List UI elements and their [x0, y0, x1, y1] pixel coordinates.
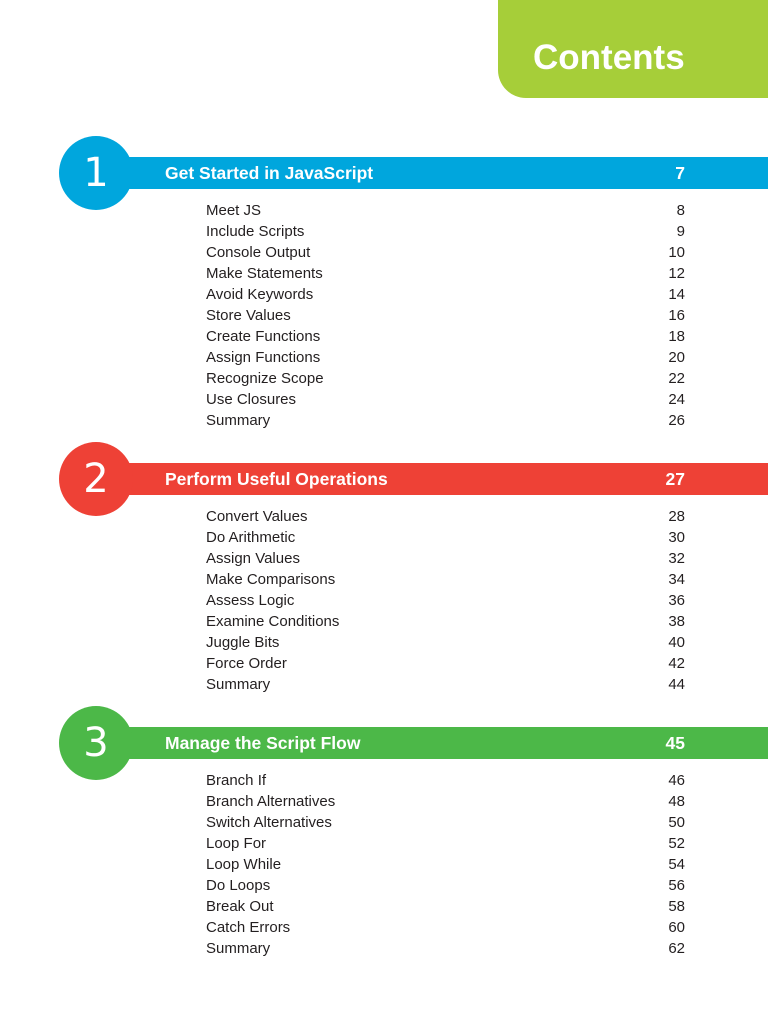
toc-entry [206, 506, 685, 527]
chapter-header [0, 442, 768, 506]
toc-entry-title: Loop While [206, 856, 282, 873]
toc-entry-title: Examine Conditions [206, 613, 340, 630]
toc-entry-page: 46 [668, 772, 685, 789]
chapter-banner [96, 157, 768, 189]
chapter-section [0, 442, 768, 695]
toc-entry-title: Make Statements [206, 265, 323, 282]
toc-entry-title: Assign Functions [206, 349, 321, 366]
page-title: Contents [533, 38, 685, 77]
toc-entry [206, 305, 685, 326]
toc-entry-title: Switch Alternatives [206, 814, 332, 831]
toc-entry-page: 32 [668, 550, 685, 567]
toc-entry-title: Force Order [206, 655, 287, 672]
toc-entry [206, 242, 685, 263]
toc-entry-title: Assign Values [206, 550, 300, 567]
toc-entry [206, 770, 685, 791]
chapter-page-number: 7 [675, 163, 685, 183]
toc-entry-title: Break Out [206, 898, 274, 915]
chapter-number-badge: 2 [59, 442, 133, 516]
chapter-banner [96, 463, 768, 495]
contents-tab [498, 0, 768, 98]
chapter-entry-list [0, 506, 685, 695]
chapter-page-number: 27 [665, 469, 685, 489]
toc-entry-page: 30 [668, 529, 685, 546]
toc-entry-title: Do Arithmetic [206, 529, 296, 546]
toc-entry [206, 917, 685, 938]
toc-entry-page: 28 [668, 508, 685, 525]
toc-entry-page: 48 [668, 793, 685, 810]
chapter-number-badge: 1 [59, 136, 133, 210]
toc-entry [206, 347, 685, 368]
toc-entry [206, 875, 685, 896]
toc-entry-title: Summary [206, 940, 271, 957]
toc-entry-title: Summary [206, 412, 271, 429]
toc-entry-page: 44 [668, 676, 685, 693]
toc-entry [206, 284, 685, 305]
toc-entry-title: Branch If [206, 772, 267, 789]
toc-entry-title: Meet JS [206, 202, 262, 219]
toc-entry [206, 812, 685, 833]
toc-entry-page: 56 [668, 877, 685, 894]
toc-entry-page: 50 [668, 814, 685, 831]
toc-entry-title: Catch Errors [206, 919, 291, 936]
toc-entry [206, 527, 685, 548]
toc-entry-page: 40 [668, 634, 685, 651]
toc-entry-page: 58 [668, 898, 685, 915]
toc-entry-page: 14 [668, 286, 685, 303]
toc-entry-title: Summary [206, 676, 271, 693]
toc-entry [206, 674, 685, 695]
toc-entry-page: 62 [668, 940, 685, 957]
chapter-entry-list [0, 200, 685, 431]
toc-entry-page: 8 [676, 202, 685, 219]
toc-entry-page: 20 [668, 349, 685, 366]
chapter-entry-list [0, 770, 685, 959]
toc-entry-page: 16 [668, 307, 685, 324]
toc-entry-page: 22 [668, 370, 685, 387]
toc-entry-page: 24 [668, 391, 685, 408]
chapter-title: Perform Useful Operations [165, 469, 388, 489]
table-of-contents [0, 136, 768, 970]
toc-entry-title: Console Output [206, 244, 311, 261]
toc-entry [206, 569, 685, 590]
chapter-number-badge: 3 [59, 706, 133, 780]
toc-entry-title: Do Loops [206, 877, 271, 894]
chapter-title: Manage the Script Flow [165, 733, 361, 753]
toc-entry-page: 26 [668, 412, 685, 429]
toc-entry [206, 632, 685, 653]
toc-entry [206, 833, 685, 854]
toc-entry [206, 368, 685, 389]
toc-entry-page: 42 [668, 655, 685, 672]
toc-entry-title: Convert Values [206, 508, 308, 525]
toc-entry-title: Create Functions [206, 328, 321, 345]
toc-entry [206, 326, 685, 347]
toc-entry [206, 854, 685, 875]
toc-entry-page: 60 [668, 919, 685, 936]
toc-entry-page: 54 [668, 856, 685, 873]
toc-entry [206, 389, 685, 410]
toc-entry-title: Store Values [206, 307, 291, 324]
chapter-header [0, 706, 768, 770]
chapter-section [0, 706, 768, 959]
toc-entry-title: Juggle Bits [206, 634, 280, 651]
toc-entry-title: Branch Alternatives [206, 793, 336, 810]
toc-entry [206, 611, 685, 632]
toc-entry [206, 548, 685, 569]
toc-entry-page: 12 [668, 265, 685, 282]
toc-entry [206, 410, 685, 431]
toc-entry [206, 653, 685, 674]
chapter-banner [96, 727, 768, 759]
toc-entry [206, 263, 685, 284]
chapter-page-number: 45 [665, 733, 685, 753]
chapter-section [0, 136, 768, 431]
toc-entry-title: Avoid Keywords [206, 286, 314, 303]
toc-entry [206, 896, 685, 917]
toc-entry-title: Include Scripts [206, 223, 305, 240]
toc-entry-page: 34 [668, 571, 685, 588]
chapter-title: Get Started in JavaScript [165, 163, 374, 183]
toc-entry [206, 221, 685, 242]
toc-entry-page: 52 [668, 835, 685, 852]
toc-entry-title: Loop For [206, 835, 267, 852]
toc-entry-title: Assess Logic [206, 592, 295, 609]
toc-entry [206, 200, 685, 221]
chapter-header [0, 136, 768, 200]
toc-entry-page: 36 [668, 592, 685, 609]
toc-entry-page: 10 [668, 244, 685, 261]
toc-entry-page: 9 [676, 223, 685, 240]
toc-entry-title: Use Closures [206, 391, 297, 408]
toc-entry-title: Recognize Scope [206, 370, 324, 387]
toc-entry-page: 18 [668, 328, 685, 345]
toc-entry [206, 791, 685, 812]
toc-entry [206, 590, 685, 611]
toc-entry-page: 38 [668, 613, 685, 630]
toc-entry-title: Make Comparisons [206, 571, 336, 588]
toc-entry [206, 938, 685, 959]
